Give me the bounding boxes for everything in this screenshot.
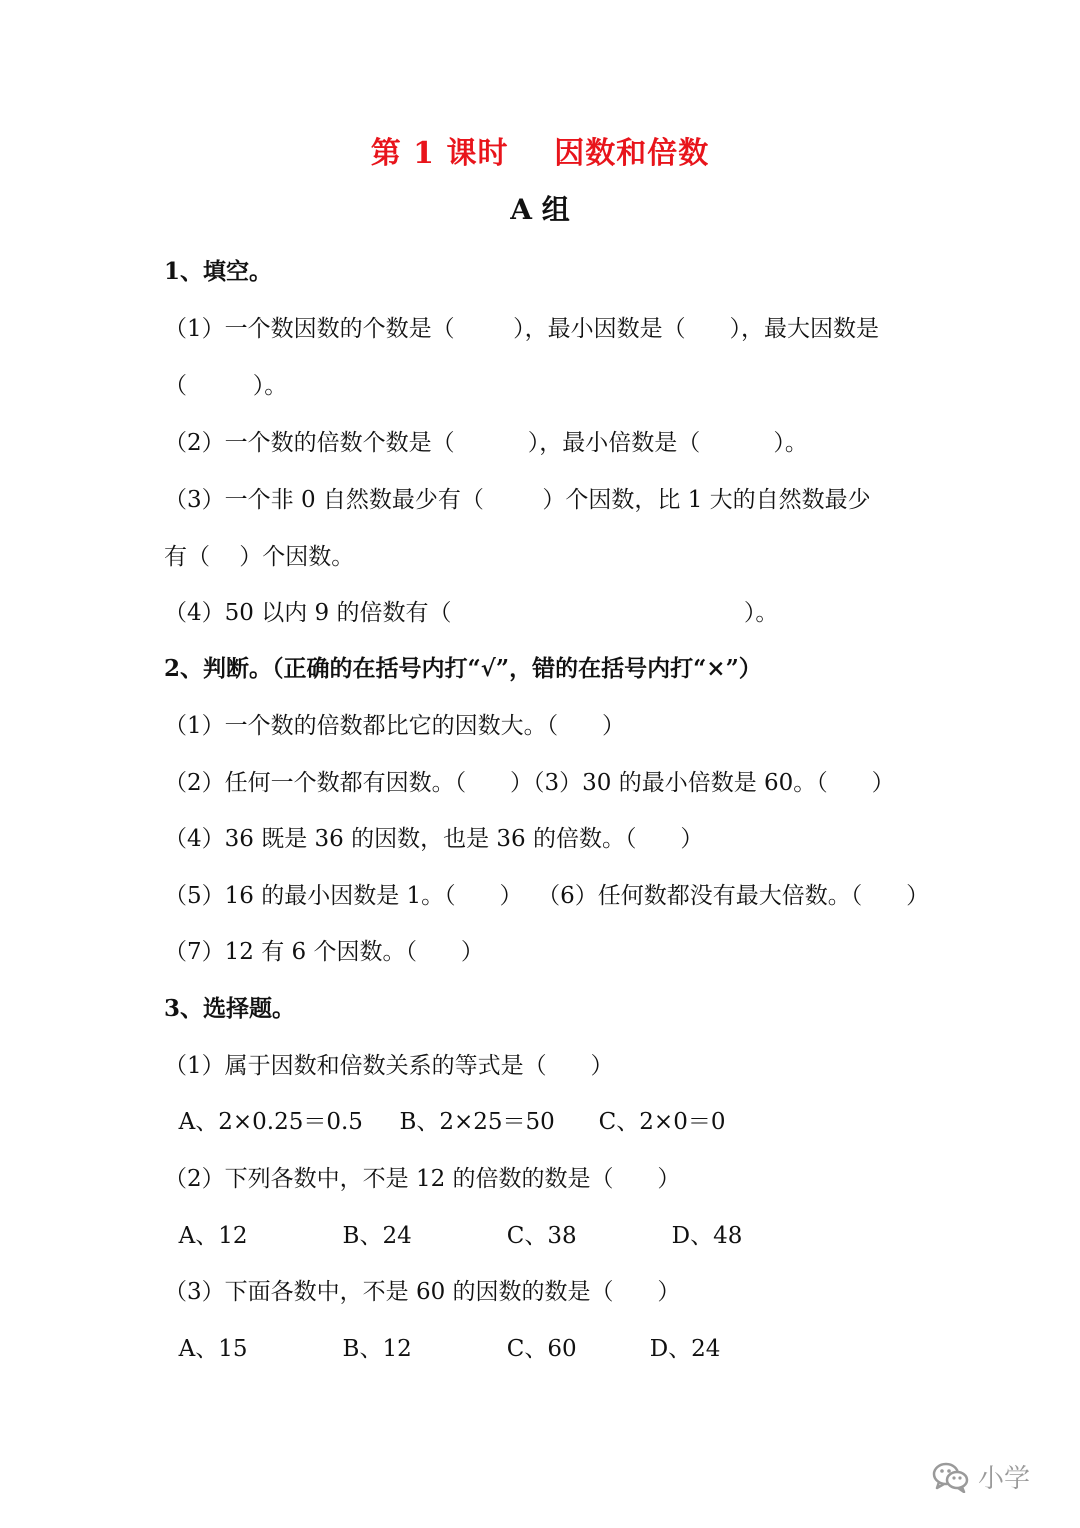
- page-title: 第 1 课时 因数和倍数: [370, 136, 710, 171]
- watermark-text: 小学: [978, 1464, 1031, 1494]
- q2-5-6: （5）16 的最小因数是 1。（ ） （6）任何数都没有最大倍数。（ ）: [164, 883, 930, 909]
- q1-4: （4）50 以内 9 的倍数有（ ）。: [164, 600, 779, 626]
- group-heading: A 组: [510, 193, 570, 226]
- q3-2-options: A、12 B、24 C、38 D、48: [164, 1223, 743, 1249]
- q2-7: （7）12 有 6 个因数。（ ）: [164, 939, 484, 965]
- q3-1: （1）属于因数和倍数关系的等式是（ ）: [164, 1053, 614, 1079]
- q3-3-options: A、15 B、12 C、60 D、24: [164, 1336, 721, 1362]
- q2-1: （1）一个数的倍数都比它的因数大。（ ）: [164, 713, 625, 739]
- section-2-heading: 2、判断。（正确的在括号内打“√”，错的在括号内打“×”）: [164, 655, 762, 682]
- q3-1-options: A、2×0.25＝0.5 B、2×25＝50 C、2×0＝0: [164, 1109, 726, 1135]
- q1-3-line1: （3）一个非 0 自然数最少有（ ）个因数，比 1 大的自然数最少: [164, 487, 871, 513]
- q1-1-line2: （ ）。: [164, 373, 288, 399]
- q3-3: （3）下面各数中，不是 60 的因数的数是（ ）: [164, 1279, 681, 1305]
- q2-4: （4）36 既是 36 的因数，也是 36 的倍数。（ ）: [164, 826, 704, 852]
- watermark: [932, 1458, 1030, 1495]
- q2-2-3: （2）任何一个数都有因数。（ ）（3）30 的最小倍数是 60。（ ）: [164, 770, 895, 796]
- q1-1-line1: （1）一个数因数的个数是（ ），最小因数是（ ），最大因数是: [164, 316, 879, 342]
- q3-2: （2）下列各数中，不是 12 的倍数的数是（ ）: [164, 1166, 681, 1192]
- wechat-icon: [932, 1461, 970, 1493]
- section-3-heading: 3、选择题。: [164, 995, 296, 1022]
- q1-3-line2: 有（ ）个因数。: [164, 544, 355, 570]
- q1-2: （2）一个数的倍数个数是（ ），最小倍数是（ ）。: [164, 430, 808, 456]
- section-1-heading: 1、填空。: [164, 258, 273, 285]
